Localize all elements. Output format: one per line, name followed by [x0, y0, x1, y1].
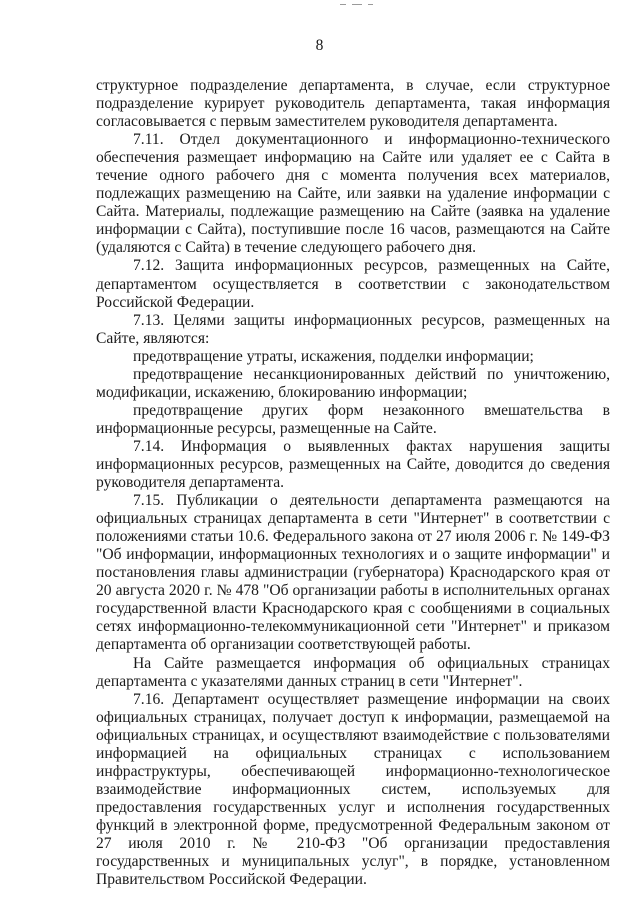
scan-artifact [340, 2, 380, 8]
paragraph-7-16: 7.16. Департамент осуществляет размещение информации на своих официальных страницах, получает доступ к информации, размещаемой на официальных страницах, и осуществляют взаимодействие с пользователями информацией на официальных страницах с использованием инфраструктуры, обеспечивающей информационно-технологическое взаимодействие информационных систем, используемых для предоставления государственных услуг и исполнения государственных функций в электронной форме, предусмотренной Федеральным законом от 27 июля 2010 г. № 210-ФЗ "Об организации предоставления государственных и муниципальных услуг", в порядке, установленном Правительством Российской Федерации. [96, 690, 610, 889]
paragraph-7-13: 7.13. Целями защиты информационных ресурсов, размещенных на Сайте, являются: [96, 311, 610, 347]
paragraph-7-15: 7.15. Публикации о деятельности департамента размещаются на официальных страницах департамента в сети "Интернет" в соответствии с положениями статьи 10.6. Федерального закона от 27 июля 2006 г. № 149-ФЗ "Об информации, информационных технологиях и о защите информации" и постановления главы администрации (губернатора) Краснодарского края от 20 августа 2020 г. № 478 "Об организации работы в исполнительных органах государственной власти Краснодарского края с сообщениями в социальных сетях информационно-телекоммуникационной сети "Интернет" и приказом департамента об организации соответствующей работы. [96, 492, 610, 654]
paragraph-7-11: 7.11. Отдел документационного и информационно-технического обеспечения размещает информацию на Сайте или удаляет ее с Сайта в течение одного рабочего дня с момента получения всех материалов, подлежащих размещению на Сайте, или заявки на удаление информации с Сайта. Материалы, подлежащие размещению на Сайте (заявка на удаление информации с Сайта), поступившие после 16 часов, размещаются на Сайте (удаляются с Сайта) в течение следующего рабочего дня. [96, 131, 610, 257]
paragraph-continuation: структурное подразделение департамента, в случае, если структурное подразделение курирует руководитель департамента, такая информация согласовывается с первым заместителем руководителя департамента. [96, 77, 610, 131]
list-item-prevent-interference: предотвращение других форм незаконного вмешательства в информационные ресурсы, размещенные на Сайте. [96, 401, 610, 437]
page-number: 8 [315, 37, 324, 54]
paragraph-7-12: 7.12. Защита информационных ресурсов, размещенных на Сайте, департаментом осуществляется в соответствии с законодательством Российской Федерации. [96, 257, 610, 311]
list-item-prevent-loss: предотвращение утраты, искажения, подделки информации; [133, 347, 534, 365]
paragraph-7-14: 7.14. Информация о выявленных фактах нарушения защиты информационных ресурсов, размещенных на Сайте, доводится до сведения руководителя департамента. [96, 437, 610, 492]
list-item-prevent-unauthorized: предотвращение несанкционированных действий по уничтожению, модификации, искажению, блокированию информации; [96, 365, 610, 401]
document-body [96, 77, 610, 889]
paragraph-official-pages: На Сайте размещается информация об официальных страницах департамента с указателями данных страниц в сети "Интернет". [96, 654, 610, 690]
